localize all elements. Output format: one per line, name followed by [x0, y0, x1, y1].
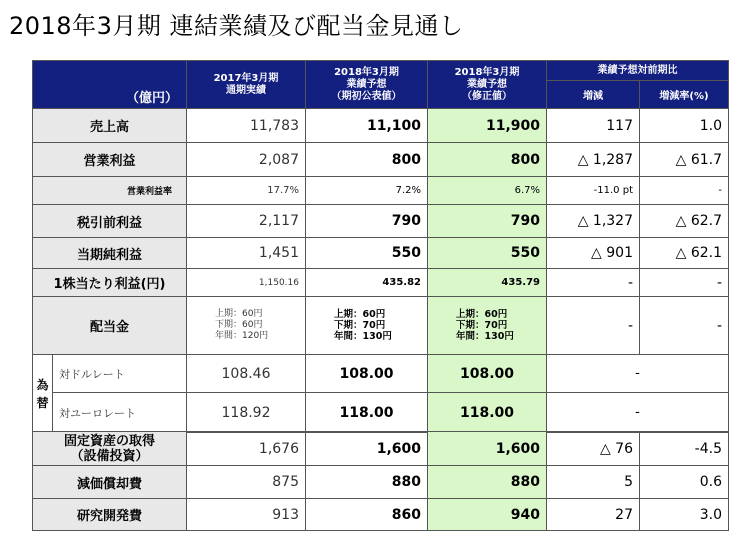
row-usd-rate	[33, 355, 729, 393]
row-label: 1株当たり利益(円)	[33, 269, 187, 297]
row-dividend	[33, 297, 729, 355]
cell-actual: 913	[187, 499, 306, 531]
row-label: 研究開発費	[33, 499, 187, 531]
fx-label: 為 替	[33, 355, 53, 433]
cell-initial: 860	[306, 499, 428, 531]
page-title: 2018年3月期 連結業績及び配当金見通し	[9, 12, 464, 40]
row-label: 固定資産の取得 （設備投資）	[33, 432, 187, 466]
cell-revised: 800	[428, 143, 547, 177]
cell-initial: 435.82	[306, 269, 428, 297]
row-operating-margin	[33, 177, 729, 205]
cell-initial: 上期：60円 下期：70円 年間：130円	[306, 297, 428, 355]
cell-initial: 11,100	[306, 109, 428, 143]
cell-change: -11.0 pt	[547, 177, 640, 205]
row-label: 営業利益率	[33, 177, 187, 205]
cell-revised: 1,600	[428, 432, 547, 466]
cell-actual: 118.92	[187, 393, 306, 433]
row-eps	[33, 269, 729, 297]
cell-revised: 550	[428, 238, 547, 269]
cell-actual: 17.7%	[187, 177, 306, 205]
cell-revised: 435.79	[428, 269, 547, 297]
cell-change: △ 76	[547, 432, 640, 466]
cell-actual: 上期：60円 下期：60円 年間：120円	[187, 297, 306, 355]
cell-revised: 790	[428, 205, 547, 238]
header-actual: 2017年3月期 通期実績	[187, 61, 306, 109]
cell-revised: 6.7%	[428, 177, 547, 205]
cell-actual: 875	[187, 466, 306, 499]
row-net-profit	[33, 238, 729, 269]
row-pretax-profit	[33, 205, 729, 238]
header-revised: 2018年3月期 業績予想 （修正値）	[428, 61, 547, 109]
cell-initial: 118.00	[306, 393, 428, 433]
cell-initial: 108.00	[306, 355, 428, 393]
investment-table	[32, 431, 729, 531]
row-label: 当期純利益	[33, 238, 187, 269]
cell-change: △ 901	[547, 238, 640, 269]
cell-revised: 118.00	[428, 393, 547, 433]
header-change: 増減	[547, 81, 640, 109]
cell-change: 27	[547, 499, 640, 531]
cell-rate: 3.0	[640, 499, 729, 531]
row-label: 売上高	[33, 109, 187, 143]
row-sales	[33, 109, 729, 143]
row-label: 減価償却費	[33, 466, 187, 499]
row-operating-profit	[33, 143, 729, 177]
cell-actual: 108.46	[187, 355, 306, 393]
header-initial: 2018年3月期 業績予想 （期初公表値）	[306, 61, 428, 109]
cell-rate: -	[640, 297, 729, 355]
cell-change: -	[547, 297, 640, 355]
row-rnd	[33, 499, 729, 531]
row-label: 対ユーロレート	[53, 393, 187, 433]
cell-actual: 1,451	[187, 238, 306, 269]
cell-change: △ 1,287	[547, 143, 640, 177]
cell-actual: 11,783	[187, 109, 306, 143]
cell-rate: 0.6	[640, 466, 729, 499]
cell-rate: -	[640, 269, 729, 297]
cell-revised: 上期：60円 下期：70円 年間：130円	[428, 297, 547, 355]
row-label: 営業利益	[33, 143, 187, 177]
cell-initial: 790	[306, 205, 428, 238]
cell-initial: 880	[306, 466, 428, 499]
cell-change: -	[547, 355, 729, 393]
cell-change: 117	[547, 109, 640, 143]
row-label: 配当金	[33, 297, 187, 355]
cell-revised: 108.00	[428, 355, 547, 393]
row-capex	[33, 432, 729, 466]
cell-change: △ 1,327	[547, 205, 640, 238]
cell-revised: 880	[428, 466, 547, 499]
cell-change: -	[547, 269, 640, 297]
cell-actual: 2,117	[187, 205, 306, 238]
unit-header: （億円）	[33, 61, 187, 109]
cell-rate: -4.5	[640, 432, 729, 466]
cell-rate: -	[640, 177, 729, 205]
cell-rate: △ 61.7	[640, 143, 729, 177]
cell-rate: 1.0	[640, 109, 729, 143]
cell-rate: △ 62.7	[640, 205, 729, 238]
header-compare: 業績予想対前期比	[547, 61, 729, 81]
row-depreciation	[33, 466, 729, 499]
cell-initial: 550	[306, 238, 428, 269]
row-label: 税引前利益	[33, 205, 187, 238]
row-label: 対ドルレート	[53, 355, 187, 393]
forecast-table	[32, 60, 729, 433]
cell-rate: △ 62.1	[640, 238, 729, 269]
cell-change: -	[547, 393, 729, 433]
cell-revised: 11,900	[428, 109, 547, 143]
cell-actual: 2,087	[187, 143, 306, 177]
cell-initial: 1,600	[306, 432, 428, 466]
row-eur-rate	[33, 393, 729, 433]
header-change-rate: 増減率(%)	[640, 81, 729, 109]
cell-initial: 800	[306, 143, 428, 177]
cell-initial: 7.2%	[306, 177, 428, 205]
cell-change: 5	[547, 466, 640, 499]
cell-revised: 940	[428, 499, 547, 531]
cell-actual: 1,150.16	[187, 269, 306, 297]
cell-actual: 1,676	[187, 432, 306, 466]
